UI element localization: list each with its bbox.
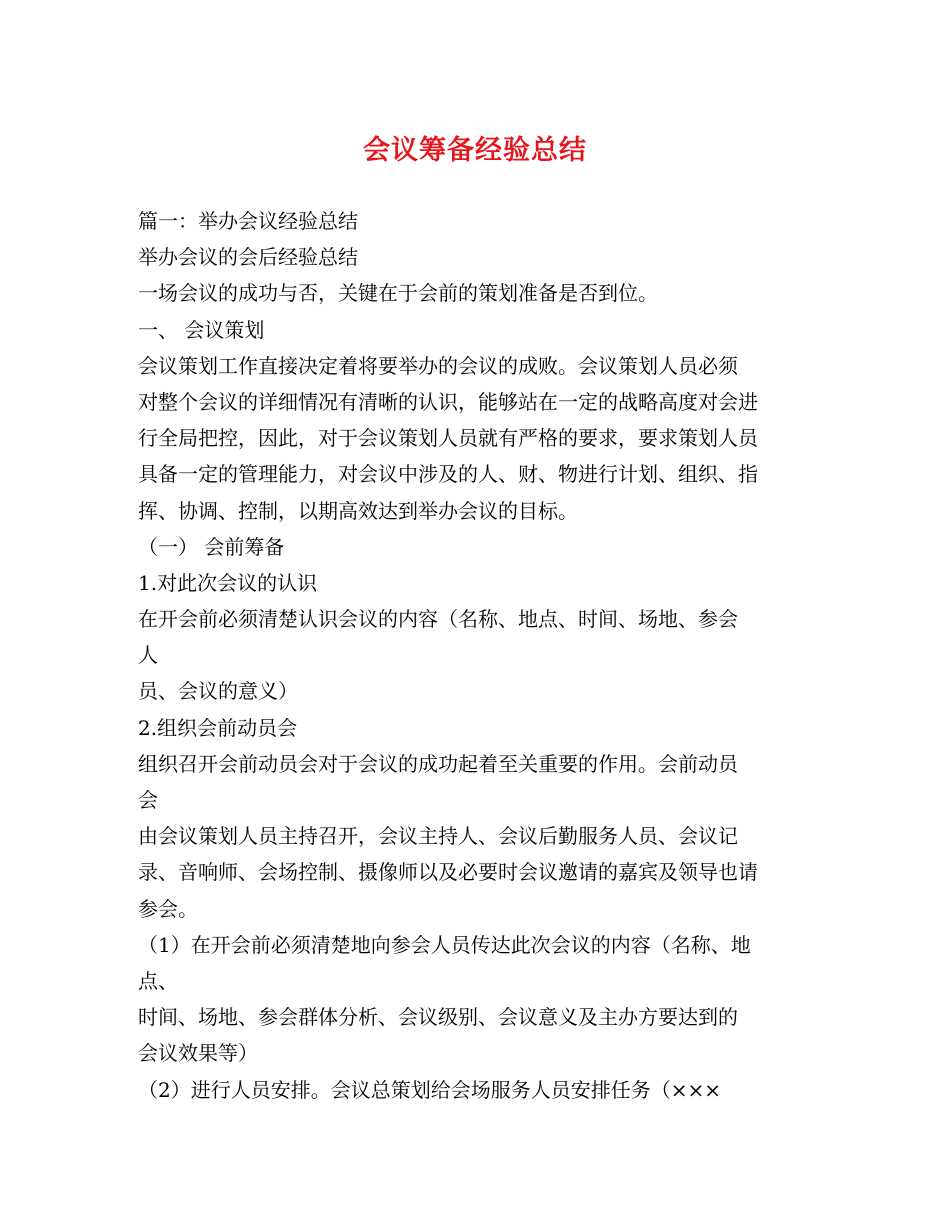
text-line: 人	[138, 643, 158, 668]
text-line: 一场会议的成功与否，关键在于会前的策划准备是否到位。	[138, 281, 658, 306]
text-line: 会	[138, 788, 158, 812]
text-line: （一） 会前筹备	[138, 534, 285, 559]
document-title: 会议筹备经验总结	[363, 135, 587, 166]
text-line: 会议效果等）	[138, 1041, 258, 1066]
text-line: 时间、场地、参会群体分析、会议级别、会议意义及主办方要达到的	[138, 1005, 738, 1030]
text-line: 具备一定的管理能力，对会议中涉及的人、财、物进行计划、组织、指	[138, 462, 758, 487]
text-line: 组织召开会前动员会对于会议的成功起着至关重要的作用。会前动员	[138, 751, 738, 776]
text-line: 一、 会议策划	[138, 317, 265, 342]
text-line: 会议策划工作直接决定着将要举办的会议的成败。会议策划人员必须	[138, 353, 738, 378]
text-line: （2）进行人员安排。会议总策划给会场服务人员安排任务（×××	[138, 1077, 721, 1102]
text-line: 2.组织会前动员会	[138, 715, 298, 740]
document-body	[138, 203, 818, 1108]
text-line: 点、	[138, 968, 178, 993]
text-line: 篇一：举办会议经验总结	[138, 209, 358, 233]
text-line: 行全局把控，因此，对于会议策划人员就有严格的要求，要求策划人员	[138, 426, 758, 451]
text-line: 由会议策划人员主持召开，会议主持人、会议后勤服务人员、会议记	[138, 824, 738, 849]
text-line: 录、音响师、会场控制、摄像师以及必要时会议邀请的嘉宾及领导也请	[138, 860, 758, 885]
text-line: 挥、协调、控制，以期高效达到举办会议的目标。	[138, 498, 578, 523]
text-line: 员、会议的意义）	[138, 679, 298, 704]
text-line: （1）在开会前必须清楚地向参会人员传达此次会议的内容（名称、地	[138, 932, 751, 957]
text-line: 1.对此次会议的认识	[138, 570, 318, 595]
text-line: 举办会议的会后经验总结	[138, 245, 358, 270]
text-line: 在开会前必须清楚认识会议的内容（名称、地点、时间、场地、参会	[138, 607, 738, 632]
text-line: 参会。	[138, 896, 198, 921]
text-line: 对整个会议的详细情况有清晰的认识，能够站在一定的战略高度对会进	[138, 389, 758, 414]
